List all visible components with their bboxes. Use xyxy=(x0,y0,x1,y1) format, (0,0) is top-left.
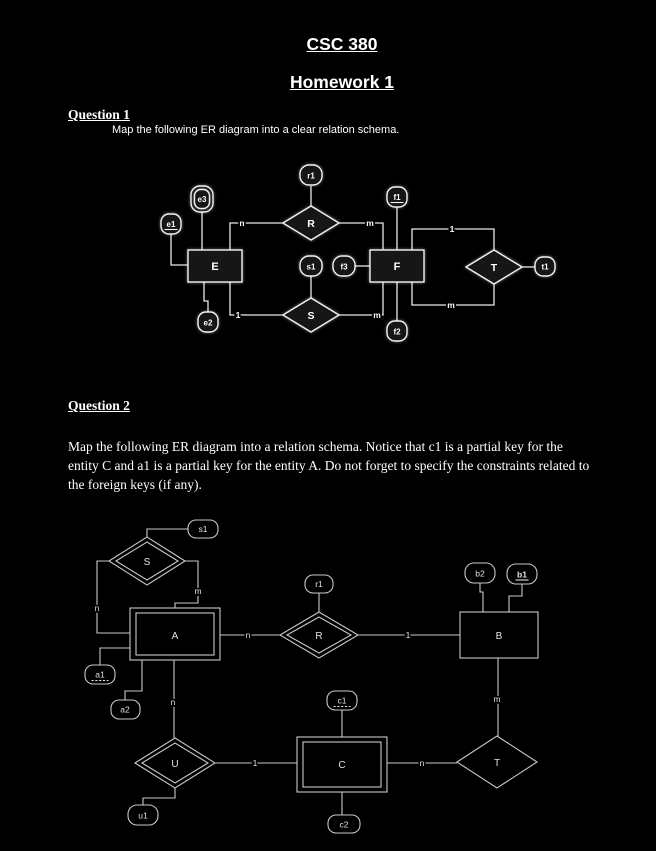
d1-edge-e1-E xyxy=(171,234,188,265)
doc-title: CSC 380 xyxy=(306,34,378,54)
question1-heading: Question 1 xyxy=(68,107,130,122)
question2-line3: the foreign keys (if any). xyxy=(68,477,202,492)
d1-attr-s1-label: s1 xyxy=(306,262,316,272)
d1-rel-R-label: R xyxy=(307,218,315,230)
d2-attr-c2-label: c2 xyxy=(339,819,349,830)
d2-attr-r1-label: r1 xyxy=(315,579,323,589)
d2-edge-A-a1 xyxy=(100,648,130,665)
d1-card-F-T-top: 1 xyxy=(449,224,455,234)
d1-edge-e2-E xyxy=(204,282,208,313)
d2-attr-b2-label: b2 xyxy=(475,568,485,579)
d2-edge-A-a2 xyxy=(125,660,142,700)
d1-edge-R-E xyxy=(230,223,283,250)
d1-card-E-S: 1 xyxy=(235,310,241,320)
d1-attr-f3-label: f3 xyxy=(340,262,348,272)
d2-attr-u1-label: u1 xyxy=(138,810,148,821)
d2-edge-U-u1 xyxy=(143,788,175,805)
d2-card-A-U: n xyxy=(170,697,176,707)
d1-rel-T-label: T xyxy=(490,262,498,274)
d1-card-S-F: m xyxy=(373,310,381,320)
d2-entity-A-label: A xyxy=(171,631,179,642)
d2-card-U-C: 1 xyxy=(252,758,258,768)
question2-heading: Question 2 xyxy=(68,398,130,413)
d2-rel-S-label: S xyxy=(143,557,151,568)
d1-attr-r1-label: r1 xyxy=(307,171,315,181)
d2-card-A-R: n xyxy=(245,630,251,640)
d2-attr-a1-label: a1 xyxy=(95,669,105,680)
d2-card-S-A-n: n xyxy=(94,603,100,613)
d2-rel-R-label: R xyxy=(315,631,323,642)
d1-entity-E-label: E xyxy=(211,261,219,273)
d1-attr-e3-label: e3 xyxy=(197,195,207,204)
d2-rel-T-label: T xyxy=(493,758,501,769)
d1-card-E-R: n xyxy=(239,218,245,228)
question2-line1: Map the following ER diagram into a relation schema. Notice that c1 is a partial key for the xyxy=(68,439,563,454)
diagram1 xyxy=(161,165,555,341)
d2-edge-b1-B xyxy=(509,584,522,612)
diagram2 xyxy=(85,520,538,833)
d2-entity-B-label: B xyxy=(495,631,503,642)
d1-card-F-T-bottom: m xyxy=(447,300,455,310)
d2-card-C-T: n xyxy=(419,758,425,768)
d2-attr-s1-label: s1 xyxy=(198,524,208,534)
d2-attr-c1-label: c1 xyxy=(337,695,347,706)
d2-entity-C-label: C xyxy=(338,760,346,771)
d2-rel-U-label: U xyxy=(171,759,179,770)
d2-card-R-B: 1 xyxy=(405,630,411,640)
d1-edge-R-F xyxy=(339,223,383,250)
d1-card-R-F: m xyxy=(366,218,374,228)
question2-line2: entity C and a1 is a partial key for the entity A. Do not forget to specify the constraints related to xyxy=(68,458,590,473)
d2-edge-S-s1 xyxy=(147,529,188,538)
d2-card-S-A-m: m xyxy=(194,586,202,596)
d2-edge-S-A-n xyxy=(94,561,130,633)
question1-body: Map the following ER diagram into a clear relation schema. xyxy=(112,124,400,136)
d1-attr-f1-label: f1 xyxy=(393,193,401,202)
d2-card-B-T: m xyxy=(493,694,501,704)
d1-attr-f2-label: f2 xyxy=(393,327,401,337)
d1-attr-e2-label: e2 xyxy=(203,318,213,328)
d2-attr-b1-label: b1 xyxy=(517,569,527,580)
d2-attr-a2-label: a2 xyxy=(120,704,130,715)
d2-edge-S-A-m xyxy=(175,561,198,608)
d1-entity-F-label: F xyxy=(393,261,401,273)
d1-attr-e1-label: e1 xyxy=(166,220,176,229)
doc-subtitle: Homework 1 xyxy=(289,72,395,92)
d2-edge-b2-B xyxy=(480,583,483,612)
d1-attr-t1-label: t1 xyxy=(541,262,549,272)
d1-rel-S-label: S xyxy=(307,310,315,322)
